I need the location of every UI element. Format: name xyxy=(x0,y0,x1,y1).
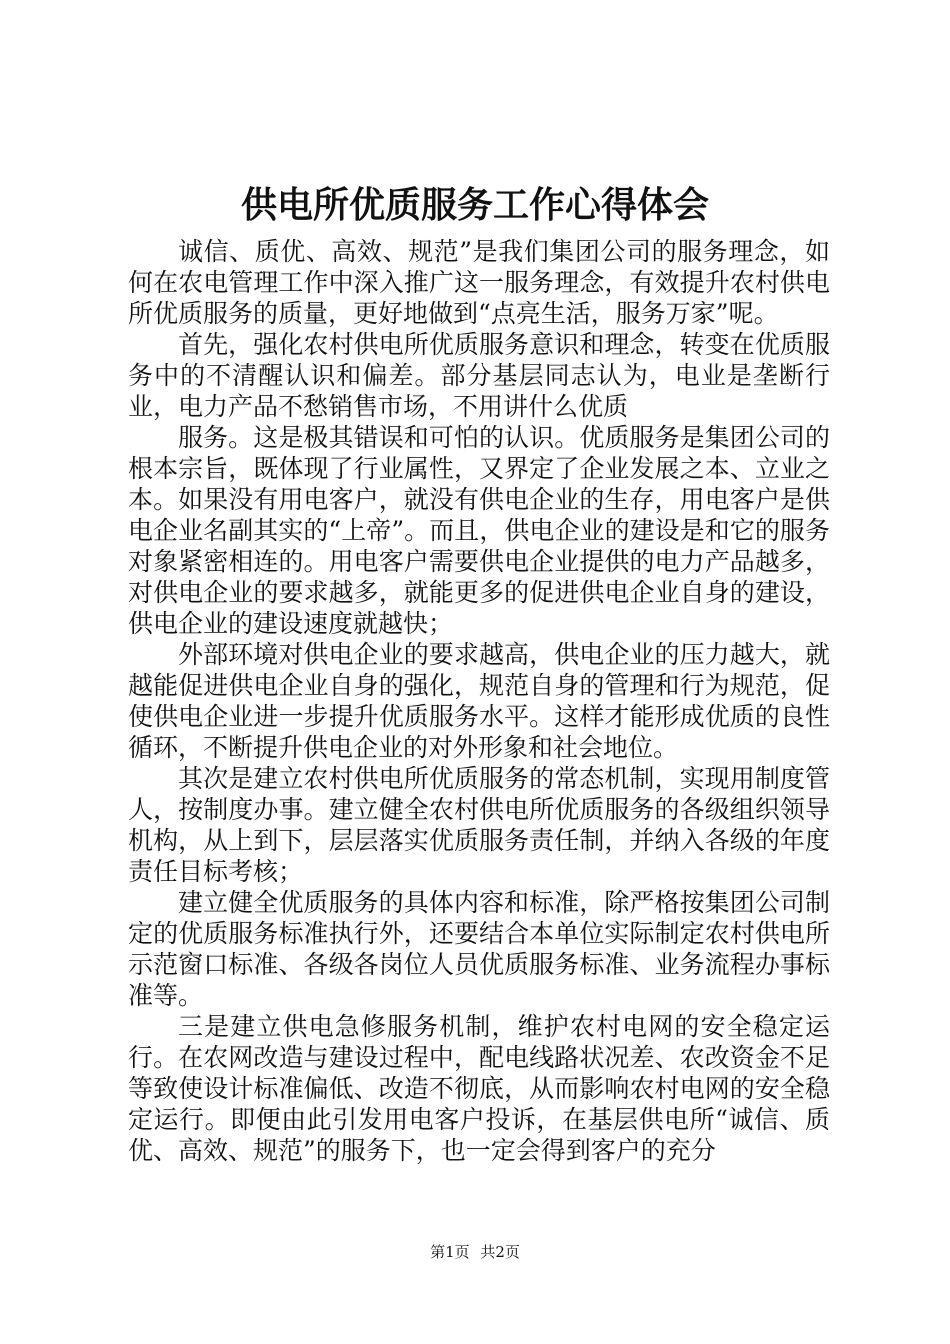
paragraph-7: 三是建立供电急修服务机制，维护农村电网的安全稳定运行。在农网改造与建设过程中，配电线路状况差、农改资金不足等致使设计标准偏低、改造不彻底，从而影响农村电网的安全稳定运行。即便由此引发用电客户投诉，在基层供电所“诚信、质优、高效、规范”的服务下，也一定会得到客户的充分 xyxy=(128,1012,830,1165)
paragraph-1: 诚信、质优、高效、规范”是我们集团公司的服务理念，如何在农电管理工作中深入推广这一服务理念，有效提升农村供电所优质服务的质量，更好地做到“点亮生活，服务万家”呢。 xyxy=(128,237,830,328)
document-title: 供电所优质服务工作心得体会 xyxy=(240,184,709,226)
paragraph-4: 外部环境对供电企业的要求越高，供电企业的压力越大，就越能促进供电企业自身的强化，规范自身的管理和行为规范，促使供电企业进一步提升优质服务水平。这样才能形成优质的良性循环，不断提升供电企业的对外形象和社会地位。 xyxy=(128,640,830,762)
page-number-current: 第1页 xyxy=(430,1243,470,1261)
paragraph-5: 其次是建立农村供电所优质服务的常态机制，实现用制度管人，按制度办事。建立健全农村供电所优质服务的各级组织领导机构，从上到下，层层落实优质服务责任制，并纳入各级的年度责任目标考核； xyxy=(128,764,830,886)
page-number-total: 共2页 xyxy=(480,1243,520,1261)
paragraph-3: 服务。这是极其错误和可怕的认识。优质服务是集团公司的根本宗旨，既体现了行业属性，又界定了企业发展之本、立业之本。如果没有用电客户，就没有供电企业的生存，用电客户是供电企业名副其实的“上帝”。而且，供电企业的建设是和它的服务对象紧密相连的。用电客户需要供电企业提供的电力产品越多，对供电企业的要求越多，就能更多的促进供电企业自身的建设，供电企业的建设速度就越快； xyxy=(128,423,830,638)
paragraph-2: 首先，强化农村供电所优质服务意识和理念，转变在优质服务中的不清醒认识和偏差。部分基层同志认为，电业是垄断行业，电力产品不愁销售市场，不用讲什么优质 xyxy=(128,330,830,421)
page-footer xyxy=(0,1242,950,1262)
paragraph-6: 建立健全优质服务的具体内容和标准，除严格按集团公司制定的优质服务标准执行外，还要结合本单位实际制定农村供电所示范窗口标准、各级各岗位人员优质服务标准、业务流程办事标准等。 xyxy=(128,888,830,1010)
document-body xyxy=(128,236,830,1166)
